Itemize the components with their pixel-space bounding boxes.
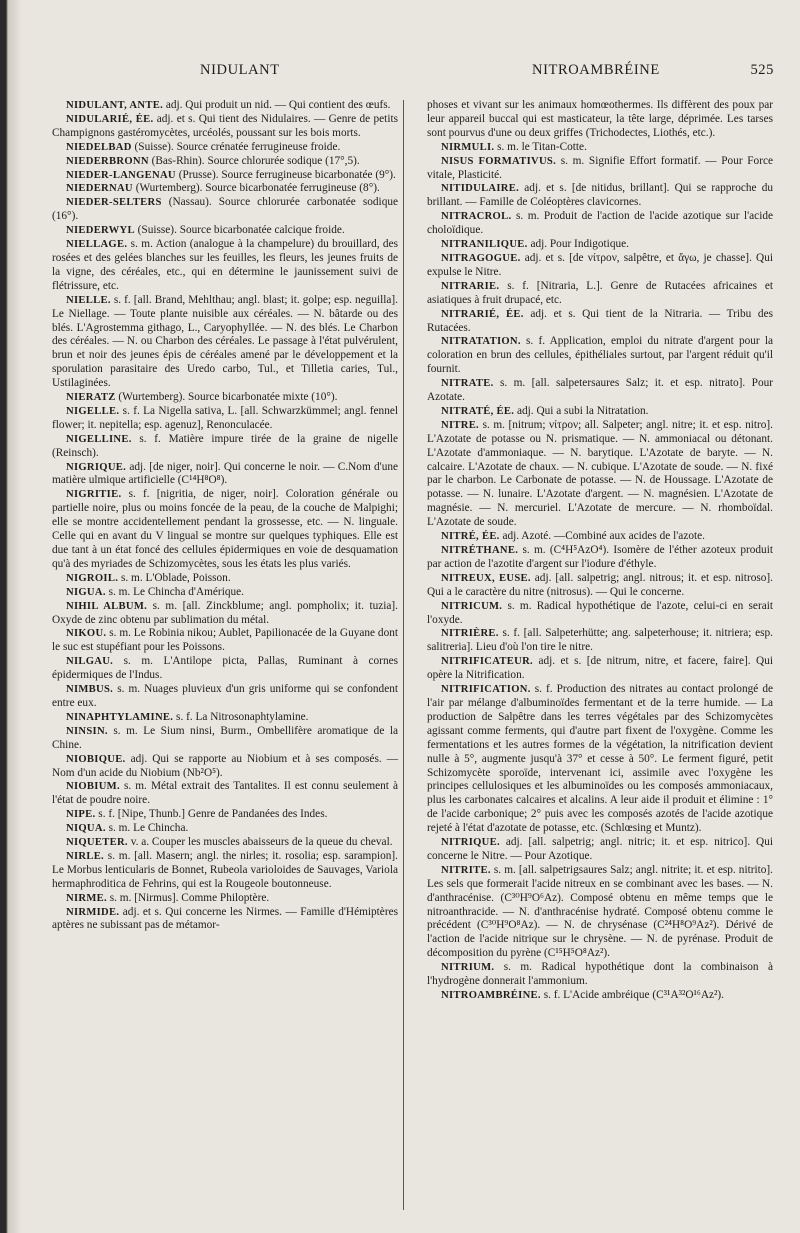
dictionary-entry: [427, 600, 773, 628]
entry-definition: adj. [all. salpetrig; angl. nitrous; it. et esp. nitroso]. Qui a le caractère du nitre (nitrosus). — Qui le concerne.: [427, 571, 773, 598]
dictionary-entry: [427, 544, 773, 572]
entry-headword: NIOBIQUE.: [66, 753, 126, 765]
entry-headword: NILGAU.: [66, 656, 114, 668]
dictionary-entry: [52, 141, 398, 155]
entry-headword: NIRME.: [66, 892, 107, 904]
entry-headword: NITROAMBRÉINE.: [441, 990, 541, 1001]
entry-definition: s. m. Signifie Effort formatif. — Pour Force vitale, Plasticité.: [427, 154, 773, 181]
entry-definition: s. f. [nigritia, de niger, noir]. Coloration générale ou partielle noire, plus ou moins foncée de la peau, de la couche de Malpighi; elle se montre accidentellement pendant la grossesse, etc. — N. linguale. Celle qui en avant du V lingual se montre sur quelques typhiques. Elle est due tant à un état foncé des cellules épidermiques en voie de desquamation qu'à des myriades de Schizomycètes, sous les états les plus variés.: [52, 488, 398, 570]
dictionary-entry: [427, 836, 773, 864]
dictionary-entry: [427, 405, 773, 419]
dictionary-entry: [52, 488, 398, 571]
entry-headword: NIQUETER.: [66, 837, 128, 849]
entry-headword: NITRATATION.: [441, 336, 521, 348]
dictionary-entry: [52, 836, 398, 850]
dictionary-entry: [52, 753, 398, 781]
dictionary-entry: [52, 683, 398, 711]
entry-headword: NINAPHTYLAMINE.: [66, 711, 174, 723]
entry-headword: NITRATE.: [441, 378, 494, 390]
entry-headword: NITRIQUE.: [441, 837, 500, 849]
entry-headword: NIGUA.: [66, 586, 106, 598]
entry-definition: (Suisse). Source bicarbonatée calcique froide.: [137, 224, 345, 237]
dictionary-entry: [427, 627, 773, 655]
entry-definition: s. f. Production des nitrates au contact prolongé de l'air par mélange d'albuminoïdes fermentant et de la terre humide. — La production de Salpêtre dans les terres végétales par des Schizomycètes agissant comme ferments, qui d'autre part fixent de l'oxygène. Comme les fermentations et les autres formes de la végétation, la nitrification devient nulle à 5°, augmente jusqu'à 37° et cesse à 50°. Le ferment figuré, petit Schizomycète sporoïde, intervenant ici, assimile avec l'oxygène les principes cellulosiques et les albuminoïdes ou les composés ammoniacaux, plus les carbonates calcaires et alcalins. A leur aide il produit et élimine : 1° de l'acide carbonique; 2° puis avec les composés azotés de l'acide azotique rejeté à l'état d'azotate de potasse, etc. (Schlœsing et Muntz).: [427, 683, 773, 835]
entry-definition: s. m. Le Chincha d'Amérique.: [108, 585, 244, 598]
entry-definition: s. m. Radical hypothétique dont la combinaison à l'hydrogène donnerait l'ammonium.: [427, 961, 773, 988]
dictionary-entry: [52, 169, 398, 183]
dictionary-entry: [427, 99, 773, 141]
entry-definition: s. m. Produit de l'action de l'acide azotique sur l'acide choloïdique.: [427, 210, 773, 237]
entry-headword: NIGRITIE.: [66, 489, 122, 501]
dictionary-entry: [52, 182, 398, 196]
entry-headword: NIGRIQUE.: [66, 461, 127, 473]
entry-headword: NIRMULI.: [441, 141, 495, 153]
entry-definition: s. m. Le Sium ninsi, Burm., Ombellifère aromatique de la Chine.: [52, 724, 399, 751]
dictionary-entry: [52, 196, 398, 224]
entry-definition: s. f. Matière impure tirée de la graine de nigelle (Reinsch).: [52, 432, 398, 459]
entry-definition: adj. et s. Qui concerne les Nirmes. — Famille d'Hémiptères aptères ne subissant pas de métamor-: [52, 905, 398, 932]
entry-definition: adj. Qui se rapporte au Niobium et à ses composés. — Nom d'un acide du Niobium (Nb²O⁵).: [52, 752, 399, 779]
entry-headword: NITRIFICATION.: [441, 684, 531, 696]
dictionary-entry: [427, 238, 773, 252]
entry-definition: (Nassau). Source chlorurée carbonatée sodique (16°).: [52, 196, 398, 223]
entry-headword: NIOBIUM.: [66, 781, 120, 793]
entry-definition: adj. et s. [de νίτρον, salpêtre, et ἄγω, je chasse]. Qui expulse le Nitre.: [427, 251, 773, 278]
dictionary-entry: [427, 683, 773, 836]
dictionary-entry: [427, 655, 773, 683]
dictionary-entry: [52, 224, 398, 238]
entry-definition: adj. Azoté. —Combiné aux acides de l'azote.: [502, 530, 705, 543]
entry-headword: NIQUA.: [66, 823, 106, 835]
dictionary-entry: [52, 99, 398, 113]
dictionary-entry: [52, 294, 398, 391]
entry-headword: NITRAGOGUE.: [441, 252, 521, 264]
dictionary-entry: [427, 182, 773, 210]
dictionary-entry: [427, 377, 773, 405]
running-head-left: NIDULANT: [200, 62, 280, 78]
page-header: [50, 62, 774, 84]
entry-headword: NIELLAGE.: [66, 239, 128, 251]
entry-definition: (Wurtemberg). Source bicarbonatée ferrugineuse (8°).: [135, 182, 380, 195]
entry-definition: adj. et s. Qui tient des Nidulaires. — Genre de petits Champignons gastéromycètes, urcéolés, poussant sur les bois morts.: [52, 112, 398, 139]
dictionary-entry: [427, 864, 773, 961]
entry-definition: s. f. [all. Salpeterhütte; ang. salpeterhouse; it. nitriera; esp. salitreria]. Lieu d'où l'on tire le nitre.: [427, 627, 773, 654]
dictionary-entry: [52, 808, 398, 822]
entry-definition: s. m. L'Oblade, Poisson.: [120, 571, 231, 584]
entry-definition: s. m. Métal extrait des Tantalites. Il est connu seulement à l'état de poudre noire.: [52, 780, 398, 807]
right-column: [427, 99, 773, 1003]
entry-definition: s. m. Le Robinia nikou; Aublet, Papilionacée de la Guyane dont le suc est stupéfiant pour les Poissons.: [52, 627, 398, 654]
entry-headword: NIGELLE.: [66, 405, 120, 417]
dictionary-entry: [52, 822, 398, 836]
entry-headword: NIMBUS.: [66, 684, 114, 696]
dictionary-entry: [52, 572, 398, 586]
entry-headword: NIKOU.: [66, 628, 107, 640]
entry-headword: NITRARIÉ, ÉE.: [441, 308, 524, 320]
entry-headword: NITRIÈRE.: [441, 628, 499, 640]
entry-headword: NITRIFICATEUR.: [441, 656, 534, 668]
dictionary-entry: [427, 280, 773, 308]
entry-definition: s. f. Application, emploi du nitrate d'argent pour la coloration en brun des cellules, épithéliales surtout, par l'argent réduit qu'il fournit.: [427, 335, 774, 376]
dictionary-entry: [52, 780, 398, 808]
dictionary-entry: [427, 141, 773, 155]
entry-headword: NITRANILIQUE.: [441, 239, 528, 251]
entry-definition: adj. et s. Qui tient de la Nitraria. — Tribu des Rutacées.: [427, 307, 773, 334]
entry-definition: adj. et s. [de nitidus, brillant]. Qui se rapproche du brillant. — Famille de Coléoptères clavicornes.: [427, 182, 774, 209]
dictionary-entry: [427, 530, 773, 544]
entry-headword: NITIDULAIRE.: [441, 183, 520, 195]
entry-definition: (Prusse). Source ferrugineuse bicarbonatée (9°).: [178, 168, 396, 181]
dictionary-entry: [52, 433, 398, 461]
entry-definition: s. m. Le Chincha.: [108, 822, 189, 835]
dictionary-page: [30, 0, 800, 1233]
dictionary-entry: [427, 989, 773, 1003]
entry-headword: NITRACROL.: [441, 211, 512, 223]
entry-definition: (Suisse). Source crénatée ferrugineuse froide.: [134, 140, 341, 153]
entry-definition: s. f. La Nigella sativa, L. [all. Schwarzkümmel; angl. fennel flower; it. nepitella; esp. agenuz], Renonculacée.: [52, 404, 398, 431]
dictionary-entry: [427, 961, 773, 989]
entry-headword: NITRE.: [441, 419, 480, 431]
entry-definition: adj. et s. [de nitrum, nitre, et facere, faire]. Qui opère la Nitrification.: [427, 655, 773, 682]
running-head-right: NITROAMBRÉINE: [532, 62, 660, 78]
entry-definition: s. m. Nuages pluvieux d'un gris uniforme qui se confondent entre eux.: [52, 683, 398, 709]
dictionary-entry: [427, 572, 773, 600]
dictionary-entry: [52, 405, 398, 433]
entry-headword: NIRMIDE.: [66, 906, 120, 918]
dictionary-entry: [52, 155, 398, 169]
dictionary-entry: [52, 461, 398, 489]
entry-definition: s. m. L'Antilope picta, Pallas, Ruminant à cornes épidermiques de l'Indus.: [52, 655, 399, 682]
dictionary-entry: [52, 113, 398, 141]
entry-headword: NIDULARIÉ, ÉE.: [66, 113, 154, 125]
dictionary-entry: [52, 892, 398, 906]
dictionary-entry: [52, 600, 398, 628]
entry-headword: NITRÉTHANE.: [441, 545, 519, 556]
entry-headword: NITRÉ, ÉE.: [441, 531, 500, 543]
dictionary-entry: [427, 308, 773, 336]
dictionary-entry: [52, 238, 398, 294]
entry-headword: NIERATZ: [66, 392, 116, 404]
dictionary-entry: [427, 210, 773, 238]
left-column: [52, 99, 398, 933]
entry-headword: NIHIL ALBUM.: [66, 600, 148, 612]
dictionary-entry: [52, 725, 398, 753]
dictionary-entry: [52, 627, 398, 655]
dictionary-entry: [52, 391, 398, 405]
dictionary-entry: [52, 711, 398, 725]
entry-headword: NIEDER-LANGENAU: [66, 169, 176, 181]
entry-definition: phoses et vivant sur les animaux homœothermes. Ils diffèrent des poux par leur appareil buccal qui est masticateur, la tête large, déprimée. Les tarses sont pourvus d'une ou deux griffes (Trichodectes, Liothés, etc.).: [427, 99, 773, 139]
entry-definition: s. m. [all. Masern; angl. the nirles; it. rosolia; esp. sarampion]. Le Morbus lenticularis de Bonnet, Rubeola varioloides de Sauvages, Variola hermaphroditica de Fehrins, qui est la Rougeole boutonneuse.: [52, 849, 399, 890]
entry-headword: NITRICUM.: [441, 600, 503, 612]
entry-headword: NITRIUM.: [441, 962, 495, 974]
entry-headword: NIELLE.: [66, 294, 111, 306]
dictionary-entry: [52, 655, 398, 683]
entry-definition: s. m. [all. salpetrigsaures Salz; angl. nitrite; it. et esp. nitrito]. Les sels que formerait l'acide nitreux en se combinant avec les bases. — N. d'anthracénise. (C³⁰H⁹O⁶Az). Composé obtenu en même temps que le nitroanthracide. — N. d'anthracénise hydraté. Composé obtenu comme le précédent (C³⁰H⁹O⁸Az). — N. de chrysénase (C²⁴H⁸O⁹Az²). Dérivé de l'action de l'acide nitrique sur le chrysène. — N. de pyrénase. Produit de décomposition du pyrène (C¹⁵H⁵O⁸Az²).: [427, 863, 774, 960]
entry-headword: NIEDERBRONN: [66, 155, 149, 167]
entry-definition: adj. Qui produit un nid. — Qui contient des œufs.: [165, 99, 391, 111]
entry-definition: s. m. [all. salpetersaures Salz; it. et esp. nitrato]. Pour Azotate.: [427, 377, 773, 404]
entry-definition: s. f. [Nitraria, L.]. Genre de Rutacées africaines et asiatiques à fruit drupacé, etc.: [427, 279, 774, 306]
entry-headword: NIGELLINE.: [66, 433, 132, 445]
entry-headword: NITRARIE.: [441, 280, 500, 292]
dictionary-entry: [427, 419, 773, 530]
entry-headword: NIDULANT, ANTE.: [66, 100, 164, 111]
entry-definition: s. m. le Titan-Cotte.: [497, 140, 587, 153]
entry-headword: NIGROIL.: [66, 572, 119, 584]
entry-definition: s. m. [Nirmus]. Comme Philoptère.: [109, 891, 270, 904]
column-divider: [403, 100, 404, 1210]
entry-definition: s. m. [all. Zinckblume; angl. pompholix; it. tuzia]. Oxyde de zinc obtenu par sublimation du métal.: [52, 599, 398, 626]
entry-definition: adj. Qui a subi la Nitratation.: [517, 404, 649, 417]
dictionary-entry: [52, 586, 398, 600]
dictionary-entry: [427, 335, 773, 377]
entry-headword: NIPE.: [66, 809, 96, 821]
entry-definition: s. f. [all. Brand, Mehlthau; angl. blast; it. golpe; esp. neguilla]. Le Niellage. — Toute plante nuisible aux céréales. — N. bâtarde ou des blés. L'Agrostemma githago, L., Caryophyllée. — N. des blés. Le Charbon des céréales. — N. ou Charbon des céréales. Le passage à l'état pulvérulent, brun et noir des jeunes épis de céréales amené par le développement et la sporulation parasitaire des Uredo carbo, Tul., et Tilletia caries, Tul., Ustilaginées.: [52, 293, 398, 390]
entry-headword: NIEDERWYL: [66, 225, 135, 237]
entry-headword: NIEDER-SELTERS: [66, 197, 162, 209]
entry-headword: NITRITE.: [441, 864, 491, 876]
entry-headword: NISUS FORMATIVUS.: [441, 155, 557, 167]
entry-definition: adj. Pour Indigotique.: [530, 238, 629, 251]
entry-definition: s. f. L'Acide ambréique (C³¹A³²O¹⁶Az²).: [543, 989, 725, 1001]
entry-definition: s. m. [nitrum; νίτρον; all. Salpeter; angl. nitre; it. et esp. nitro]. L'Azotate de potasse ou N. prismatique. — N. ammoniacal ou détonant. L'Azotate d'ammoniaque. — N. barytique. L'Azotate de baryte. — N. calcaire. L'Azotate de chaux. — N. cubique. L'Azotate de soude. — N. fixé par le charbon. Le Carbonate de potasse. — N. de Houssage. L'Azotate de potasse. — N. lunaire. L'Azotate d'argent. — N. magnésien. L'Azotate de magnésie. — N. mercuriel. L'Azotate de mercure. — N. rhomboïdal. L'Azotate de soude.: [427, 418, 773, 529]
dictionary-entry: [427, 252, 773, 280]
entry-definition: adj. [de niger, noir]. Qui concerne le noir. — C.Nom d'une matière ulmique artificielle (C¹⁴H⁸O⁸).: [52, 460, 398, 487]
dictionary-entry: [52, 850, 398, 892]
entry-definition: s. f. [Nipe, Thunb.] Genre de Pandanées des Indes.: [98, 808, 328, 821]
entry-definition: s. m. Action (analogue à la champelure) du brouillard, des rosées et des gelées blanches sur les feuilles, les fleurs, les jeunes fruits de la vigne, des céréales, etc., qui en détermine le jaunissement suivi de flétrissure, etc.: [52, 238, 398, 292]
book-spine: [0, 0, 20, 1233]
entry-headword: NINSIN.: [66, 725, 108, 737]
entry-definition: adj. [all. salpetrig; angl. nitric; it. et esp. nitrico]. Qui concerne le Nitre. — Pour Azotique.: [427, 836, 774, 862]
dictionary-entry: [427, 155, 773, 183]
entry-headword: NIEDERNAU: [66, 183, 133, 195]
entry-headword: NIEDELBAD: [66, 141, 132, 153]
entry-headword: NIRLE.: [66, 850, 105, 862]
entry-definition: (Bas-Rhin). Source chlorurée sodique (17°,5).: [151, 154, 360, 167]
page-number: 525: [750, 62, 774, 78]
entry-definition: (Wurtemberg). Source bicarbonatée mixte (10°).: [118, 391, 338, 404]
entry-definition: v. a. Couper les muscles abaisseurs de la queue du cheval.: [130, 836, 393, 849]
entry-definition: s. m. Radical hypothétique de l'azote, celui-ci en serait l'oxyde.: [427, 599, 773, 626]
dictionary-entry: [52, 906, 398, 934]
entry-headword: NITREUX, EUSE.: [441, 572, 531, 584]
entry-definition: s. f. La Nitrosonaphtylamine.: [176, 710, 309, 723]
entry-definition: s. m. (C⁴H⁵AzO⁴). Isomère de l'éther azoteux produit par action de l'azotite d'argent sur l'iodure d'éthyle.: [427, 544, 773, 570]
entry-headword: NITRATÉ, ÉE.: [441, 405, 515, 417]
